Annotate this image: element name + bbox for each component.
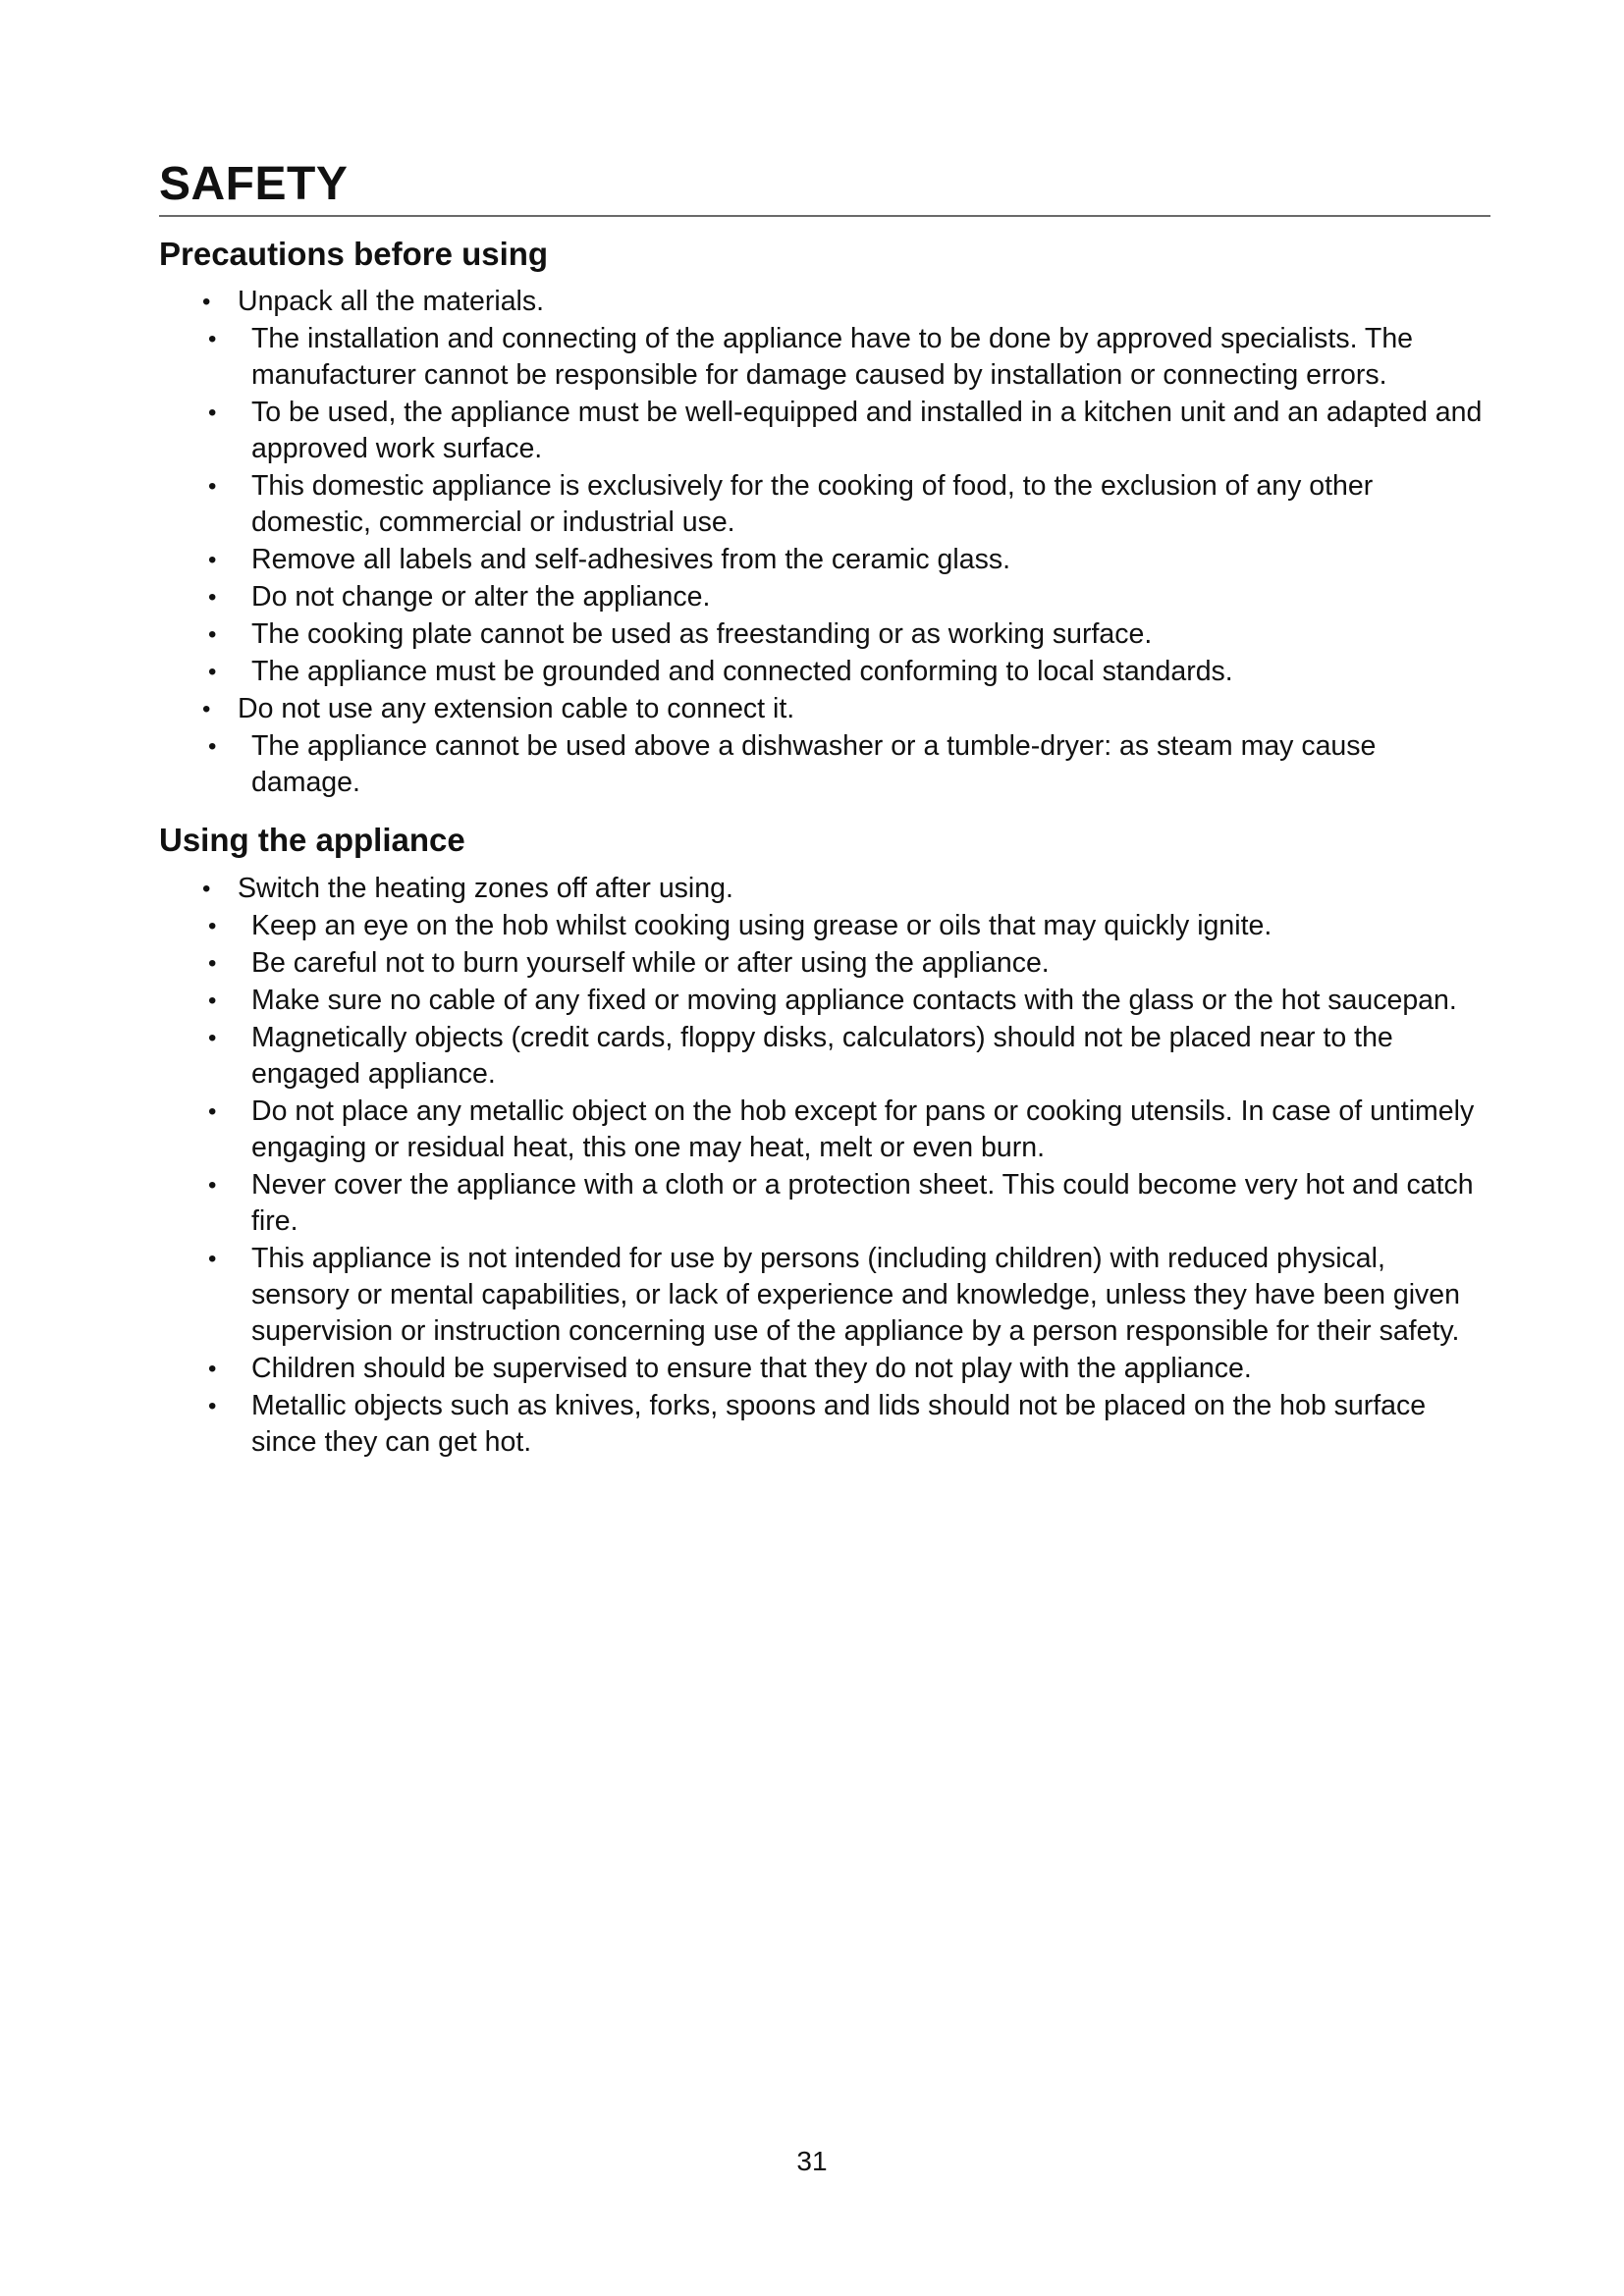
list-item — [159, 616, 1490, 653]
list-item — [159, 728, 1490, 801]
bullet-icon: • — [208, 1025, 217, 1052]
list-item-text: Be careful not to burn yourself while or after using the appliance. — [251, 947, 1050, 980]
list-item — [159, 1167, 1490, 1240]
bullet-icon: • — [208, 472, 217, 500]
section-heading-precautions: Precautions before using — [159, 236, 549, 273]
bullet-icon: • — [208, 620, 217, 648]
list-item — [159, 1094, 1490, 1166]
precautions-list — [159, 284, 1490, 801]
list-item-text: Remove all labels and self-adhesives from the ceramic glass. — [251, 543, 1011, 575]
list-item — [159, 691, 1490, 727]
list-item — [159, 1020, 1490, 1093]
list-item-text: The installation and connecting of the appliance have to be done by approved specialists. The manufacturer cannot be responsible for damage caused by installation or connecting errors. — [251, 322, 1414, 391]
bullet-icon: • — [208, 1246, 217, 1273]
list-item-text: Make sure no cable of any fixed or moving appliance contacts with the glass or the hot saucepan. — [251, 985, 1457, 1017]
bullet-icon: • — [202, 288, 211, 315]
list-item-text: The appliance must be grounded and connected conforming to local standards. — [251, 655, 1233, 687]
list-item-text: This domestic appliance is exclusively for the cooking of food, to the exclusion of any other domestic, commercial or industrial use. — [251, 469, 1374, 538]
list-item-text: Keep an eye on the hob whilst cooking using grease or oils that may quickly ignite. — [251, 910, 1272, 942]
bullet-icon: • — [208, 1172, 217, 1200]
list-item-text: Never cover the appliance with a cloth or a protection sheet. This could become very hot and catch fire. — [251, 1169, 1474, 1238]
list-item — [159, 871, 1490, 907]
bullet-icon: • — [208, 1393, 217, 1420]
list-item-text: The cooking plate cannot be used as freestanding or as working surface. — [251, 617, 1153, 650]
list-item — [159, 284, 1490, 320]
page-content — [159, 157, 1490, 1462]
page-number: 31 — [796, 2146, 828, 2176]
list-item-text: Do not change or alter the appliance. — [251, 580, 711, 613]
bullet-icon: • — [208, 325, 217, 352]
list-item — [159, 1388, 1490, 1461]
bullet-icon: • — [208, 1098, 217, 1126]
list-item-text: Metallic objects such as knives, forks, spoons and lids should not be placed on the hob surface since they can get hot. — [251, 1390, 1427, 1459]
list-item-text: Children should be supervised to ensure that they do not play with the appliance. — [251, 1353, 1252, 1385]
page-title: SAFETY — [159, 157, 1490, 217]
list-item-text: Do not use any extension cable to connect it. — [238, 692, 795, 724]
list-item — [159, 579, 1490, 615]
bullet-icon: • — [208, 1356, 217, 1383]
list-item-text: Switch the heating zones off after using. — [238, 873, 733, 905]
bullet-icon: • — [208, 399, 217, 426]
list-item-text: Unpack all the materials. — [238, 285, 545, 317]
list-item-text: This appliance is not intended for use by persons (including children) with reduced physical, sensory or mental capabilities, or lack of experience and knowledge, unless they have been given supervision or instruction concerning use of the appliance by a person responsible for their safety. — [251, 1243, 1460, 1348]
list-item-text: The appliance cannot be used above a dishwasher or a tumble-dryer: as steam may cause damage. — [251, 729, 1377, 798]
list-item-text: Do not place any metallic object on the hob except for pans or cooking utensils. In case of untimely engaging or residual heat, this one may heat, melt or even burn. — [251, 1095, 1475, 1164]
list-item — [159, 1351, 1490, 1387]
bullet-icon: • — [202, 695, 211, 722]
list-item — [159, 321, 1490, 394]
list-item — [159, 395, 1490, 467]
using-list — [159, 871, 1490, 1461]
bullet-icon: • — [208, 583, 217, 611]
bullet-icon: • — [208, 913, 217, 940]
list-item — [159, 1241, 1490, 1350]
list-item — [159, 983, 1490, 1019]
bullet-icon: • — [208, 988, 217, 1015]
list-item — [159, 945, 1490, 982]
section-heading-using: Using the appliance — [159, 821, 465, 858]
bullet-icon: • — [208, 732, 217, 760]
list-item — [159, 908, 1490, 944]
bullet-icon: • — [208, 546, 217, 573]
list-item-text: To be used, the appliance must be well-equipped and installed in a kitchen unit and an adapted and approved work surface. — [251, 396, 1483, 464]
list-item — [159, 654, 1490, 690]
bullet-icon: • — [208, 950, 217, 978]
list-item-text: Magnetically objects (credit cards, floppy disks, calculators) should not be placed near to the engaged appliance. — [251, 1022, 1393, 1091]
bullet-icon: • — [208, 658, 217, 685]
list-item — [159, 468, 1490, 541]
list-item — [159, 542, 1490, 578]
bullet-icon: • — [202, 876, 211, 903]
